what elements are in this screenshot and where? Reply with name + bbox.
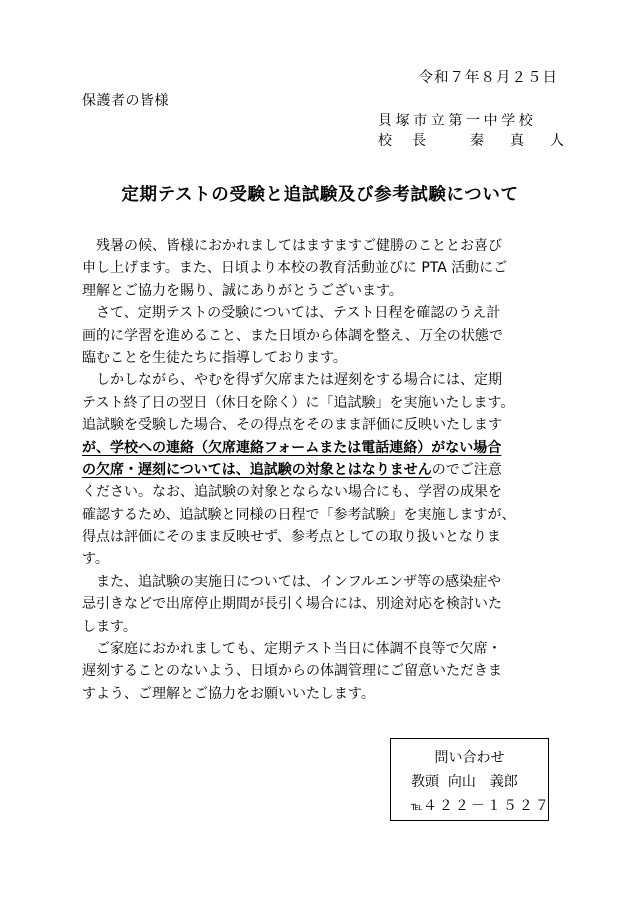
school-name: 貝塚市立第一中学校 <box>378 113 537 129</box>
principal-family-name: 秦 <box>470 133 484 149</box>
body-line <box>82 459 562 481</box>
body-line: ください。なお、追試験の対象とならない場合にも、学習の成果を <box>82 484 502 501</box>
body-line: 忌引きなどで出席停止期間が長引く場合には、別途対応を検討いた <box>82 596 502 613</box>
emphasis-text: が、学校への連絡（欠席連絡フォームまたは電話連絡）がない場合 <box>82 439 502 456</box>
body-line: しかしながら、やむを得ず欠席または遅刻をする場合には、定期 <box>96 372 502 389</box>
body-line: します。 <box>82 618 137 635</box>
tel-number: ４２２－１５２７ <box>422 798 551 814</box>
contact-box <box>390 738 549 821</box>
body-line: ご家庭におかれましても、定期テスト当日に体調不良等で欠席・ <box>96 641 502 658</box>
contact-name: 向山 義郎 <box>447 774 518 790</box>
body-line: 確認するため、追試験と同様の日程で「参考試験」を実施しますが、 <box>82 506 516 523</box>
tel-label: ℡ <box>411 800 423 813</box>
emphasis-text: の欠席・遅刻については、追試験の対象とはなりません <box>82 461 432 478</box>
body-line: テスト終了日の翌日（休日を除く）に「追試験」を実施いたします。 <box>82 394 515 411</box>
page-title: 定期テストの受験と追試験及び参考試験について <box>121 185 519 205</box>
principal-given-name: 真人 <box>510 133 590 149</box>
body-text: のでご注意 <box>431 461 502 478</box>
principal-signature <box>378 130 590 150</box>
body-line: また、追試験の実施日については、インフルエンザ等の感染症や <box>96 573 502 590</box>
letter-body <box>82 235 562 705</box>
principal-title-char-2: 長 <box>412 133 426 149</box>
contact-person <box>411 771 518 791</box>
body-line: すよう、ご理解とご協力をお願いいたします。 <box>82 685 375 702</box>
letter-date: 令和７年８月２５日 <box>418 70 558 86</box>
body-line <box>82 437 562 459</box>
principal-title-char-1: 校 <box>378 133 392 149</box>
body-line: 得点は評価にそのまま反映せず、参考点としての取り扱いとなりま <box>82 529 501 546</box>
contact-role: 教頭 <box>411 774 439 790</box>
contact-heading: 問い合わせ <box>434 750 505 766</box>
body-line: 残暑の候、皆様におかれましてはますますご健勝のこととお喜び <box>96 238 502 254</box>
body-line: す。 <box>82 551 109 568</box>
contact-phone <box>411 795 551 815</box>
body-line: さて、定期テストの受験については、テスト日程を確認のうえ計 <box>96 305 501 322</box>
body-line: 追試験を受験した場合、その得点をそのまま評価に反映いたします <box>82 417 502 434</box>
body-line: 臨むことを生徒たちに指導しております。 <box>82 349 347 366</box>
recipient: 保護者の皆様 <box>82 93 169 109</box>
body-line: 理解とご協力を賜り、誠にありがとうございます。 <box>82 282 403 299</box>
body-line: 画的に学習を進めること、また日頃から体調を整え、万全の状態で <box>82 327 503 344</box>
body-line: 遅刻することのないよう、日頃からの体調管理にご留意いただきま <box>82 663 502 680</box>
body-line: 申し上げます。また、日頃より本校の教育活動並びに PTA 活動にご <box>82 260 508 277</box>
